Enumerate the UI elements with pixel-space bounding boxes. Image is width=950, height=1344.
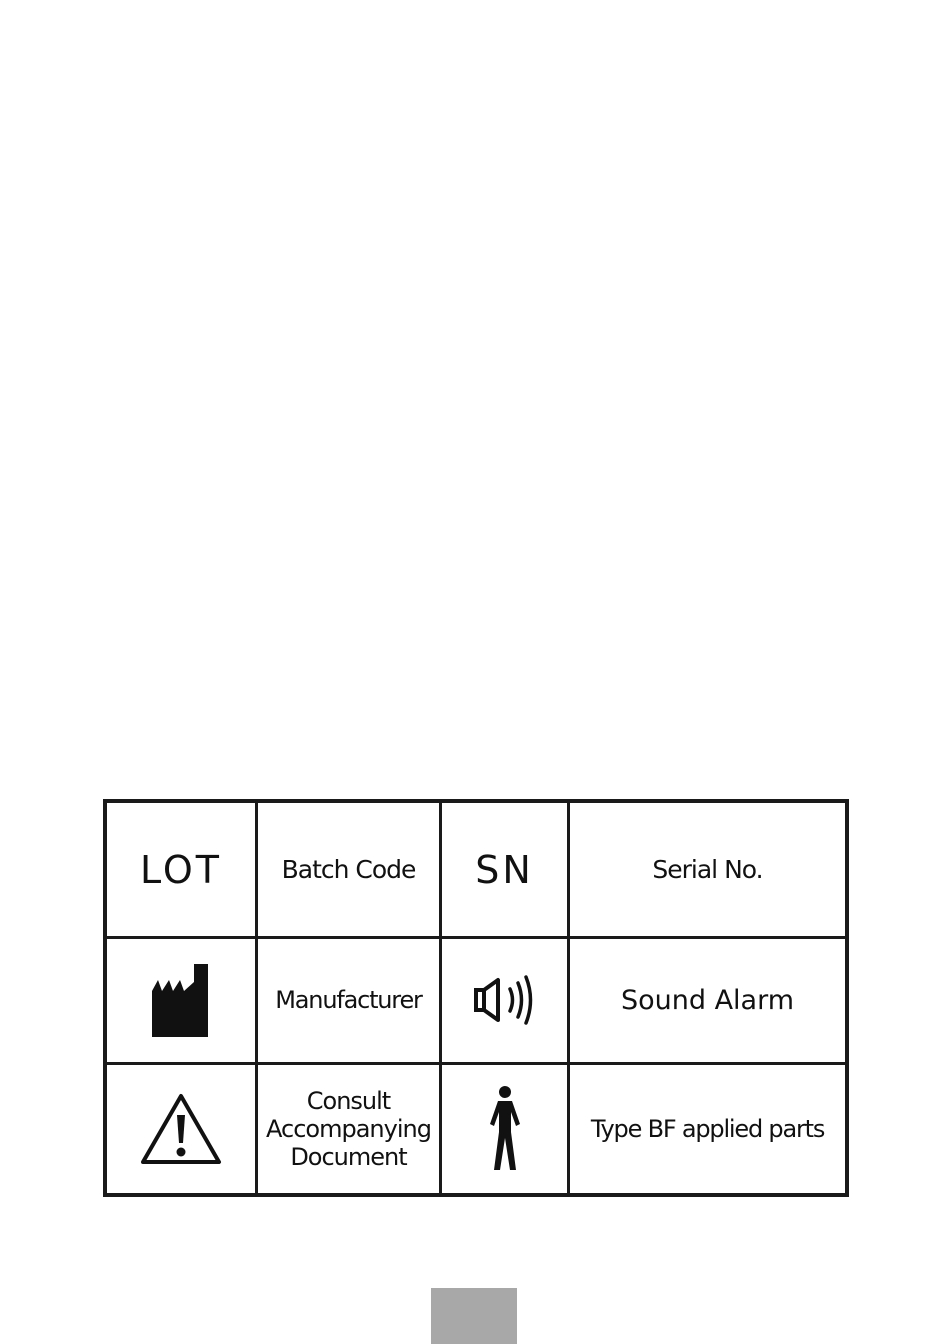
manufacturer-cell bbox=[258, 939, 442, 1065]
symbols-table bbox=[103, 799, 849, 1197]
consult-document-label bbox=[266, 1087, 431, 1171]
serial-no-cell bbox=[570, 803, 845, 939]
serial-no-label: Serial No. bbox=[652, 855, 763, 884]
sound-alarm-label: Sound Alarm bbox=[620, 985, 795, 1016]
sound-alarm-cell bbox=[570, 939, 845, 1065]
sound-alarm-symbol-cell bbox=[442, 939, 570, 1065]
consult-document-line-1: Consult bbox=[306, 1087, 391, 1115]
lot-symbol-cell bbox=[107, 803, 258, 939]
consult-document-line-3: Document bbox=[290, 1143, 407, 1171]
consult-document-cell bbox=[258, 1065, 442, 1193]
type-bf-cell bbox=[570, 1065, 845, 1193]
lot-symbol: LOT bbox=[140, 847, 222, 892]
manufacturer-factory-icon bbox=[152, 964, 210, 1038]
sn-symbol-cell bbox=[442, 803, 570, 939]
page-number-tab bbox=[431, 1288, 517, 1344]
batch-code-label: Batch Code bbox=[281, 855, 416, 884]
type-bf-person-icon bbox=[485, 1086, 525, 1172]
type-bf-label: Type BF applied parts bbox=[590, 1114, 825, 1143]
manufacturer-symbol-cell bbox=[107, 939, 258, 1065]
sn-symbol: SN bbox=[475, 847, 534, 892]
consult-document-line-2: Accompanying bbox=[266, 1115, 431, 1143]
type-bf-symbol-cell bbox=[442, 1065, 570, 1193]
warning-triangle-icon bbox=[139, 1092, 223, 1166]
batch-code-cell bbox=[258, 803, 442, 939]
speaker-sound-icon bbox=[473, 975, 537, 1027]
warning-symbol-cell bbox=[107, 1065, 258, 1193]
manufacturer-label: Manufacturer bbox=[275, 986, 422, 1014]
